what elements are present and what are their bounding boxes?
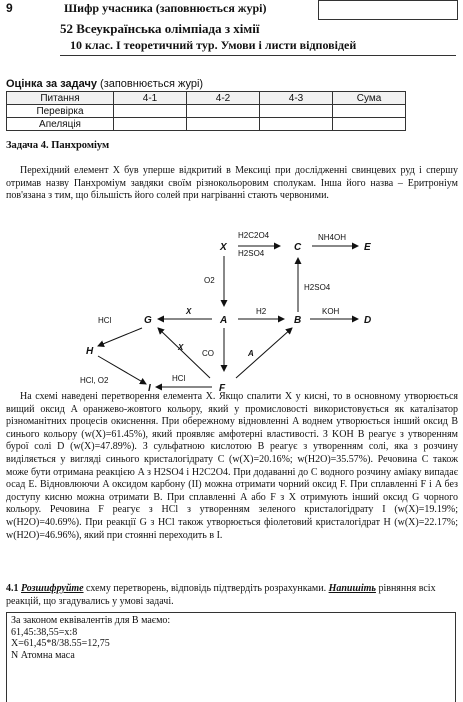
score-col-4-1: 4-1 xyxy=(114,92,187,105)
node-f: F xyxy=(219,383,226,394)
score-cell[interactable] xyxy=(114,118,187,131)
task-intro: Перехідний елемент X був уперше відкритий в Мексиці при дослідженні свинцевих руд і спершу отримав назву Панхроміум завдяки своїм різнокольоровим сполукам. Інша його назва – Еритроніум пов'язана з тим, що більшість його солей при нагріванні стають червоними. xyxy=(6,165,458,202)
score-title: Оцінка за задачу (заповнюється журі) xyxy=(6,78,204,90)
node-g: G xyxy=(144,315,152,326)
node-h: H xyxy=(86,346,94,357)
score-row-check: Перевірка xyxy=(7,105,114,118)
score-cell[interactable] xyxy=(260,105,333,118)
label-co: CO xyxy=(202,349,214,358)
label-hcl-g: HCl xyxy=(98,316,112,325)
header-divider xyxy=(60,55,456,56)
node-a: A xyxy=(220,315,228,326)
arrow-f-b xyxy=(236,328,292,378)
score-col-4-3: 4-3 xyxy=(260,92,333,105)
label-x-af: X xyxy=(178,343,184,352)
label-a-fb: A xyxy=(248,349,254,358)
olympiad-title: 52 Всеукраїнська олімпіада з хімії xyxy=(60,21,260,36)
label-h2so4-top: H2SO4 xyxy=(238,249,265,258)
task-title: Задача 4. Панхроміум xyxy=(6,140,110,151)
arrow-g-h xyxy=(98,328,142,346)
score-table xyxy=(6,91,406,131)
score-cell[interactable] xyxy=(260,118,333,131)
label-o2: O2 xyxy=(204,276,215,285)
score-col-question: Питання xyxy=(7,92,114,105)
node-x: X xyxy=(220,242,227,253)
answer-line: N Атомна маса xyxy=(11,649,75,661)
score-row-appeal: Апеляція xyxy=(7,118,114,131)
answer-line: За законом еквівалентів для B маємо: xyxy=(11,615,171,626)
label-h2c2o4: H2C2O4 xyxy=(238,231,270,240)
transformation-scheme xyxy=(60,228,400,394)
question-4-1: 4.1 Розшифруйте схему перетворень, відповідь підтвердіть розрахунками. Напишіть рівняння всіх реакцій, що згадувались у умові задачі. xyxy=(6,583,436,607)
label-hcl-o2: HCl, O2 xyxy=(80,376,109,385)
score-cell[interactable] xyxy=(333,105,406,118)
score-cell[interactable] xyxy=(333,118,406,131)
label-h2so4-right: H2SO4 xyxy=(304,283,331,292)
participant-code-label: Шифр учасника (заповнюється журі) xyxy=(64,1,267,15)
label-x-ag: X xyxy=(186,307,192,316)
answer-line: 61,45:38,55=x:8 xyxy=(11,626,78,638)
label-koh: KOH xyxy=(322,307,340,316)
score-col-4-2: 4-2 xyxy=(187,92,260,105)
answer-line: X=61,45*8/38.55=12,75 xyxy=(11,638,110,649)
page-number: 9 xyxy=(6,1,13,15)
score-cell[interactable] xyxy=(114,105,187,118)
label-h2: H2 xyxy=(256,307,267,316)
node-d: D xyxy=(364,315,372,326)
task-description: На схемі наведені перетворення елемента X. Якщо спалити X у кисні, то в основному утворюється вищий оксид A оранжево-жовтого кольору, який у промисловості використовується як каталізатор різноманітних процесів окиснення. При обережному відновленні A воднем утворюється інший оксид B синього кольору (w(X)=61.45%), який проявляє амфотерні властивості. З KOH B реагує з утворенням бурої солі D (w(X)=47.89%). З сульфатною кислотою B реагує з утворенням солі, яка з розчину виділяється у вигляді синього кристалогідрату C (w(X)=20.16%; w(H2O)=35.57%). Речовина C також може бути отримана реакцією A з H2SO4 і H2C2O4. При додаванні до C водного розчину аміаку випадає осад E. Відновлюючи A оксидом карбону (II) можна отримати чорний оксид F. При сплавленні F і A без доступу кисню можна отримати B. При сплавленні A або F з X отримують інший оксид G чорного кольору. Речовина F реагує з HCl з утворенням зеленого кристалогідрату I (w(X)=19.19%; w(H2O)=40.69%). При реакції G з HCl також утворюється фіолетовий кристалогідрат H (w(X)=22.17%; w(H2O)=46.96%), який при стоянні переходить в I. xyxy=(6,391,458,541)
participant-code-field[interactable] xyxy=(318,0,458,20)
score-cell[interactable] xyxy=(187,105,260,118)
answer-box[interactable] xyxy=(6,612,456,702)
label-nh4oh: NH4OH xyxy=(318,233,347,242)
node-i: I xyxy=(148,383,151,394)
node-c: C xyxy=(294,242,302,253)
olympiad-subtitle: 10 клас. І теоретичний тур. Умови і листи відповідей xyxy=(70,38,357,52)
node-e: E xyxy=(364,242,371,253)
label-hcl-fi: HCl xyxy=(172,374,186,383)
score-col-sum: Сума xyxy=(333,92,406,105)
node-b: B xyxy=(294,315,302,326)
score-cell[interactable] xyxy=(187,118,260,131)
